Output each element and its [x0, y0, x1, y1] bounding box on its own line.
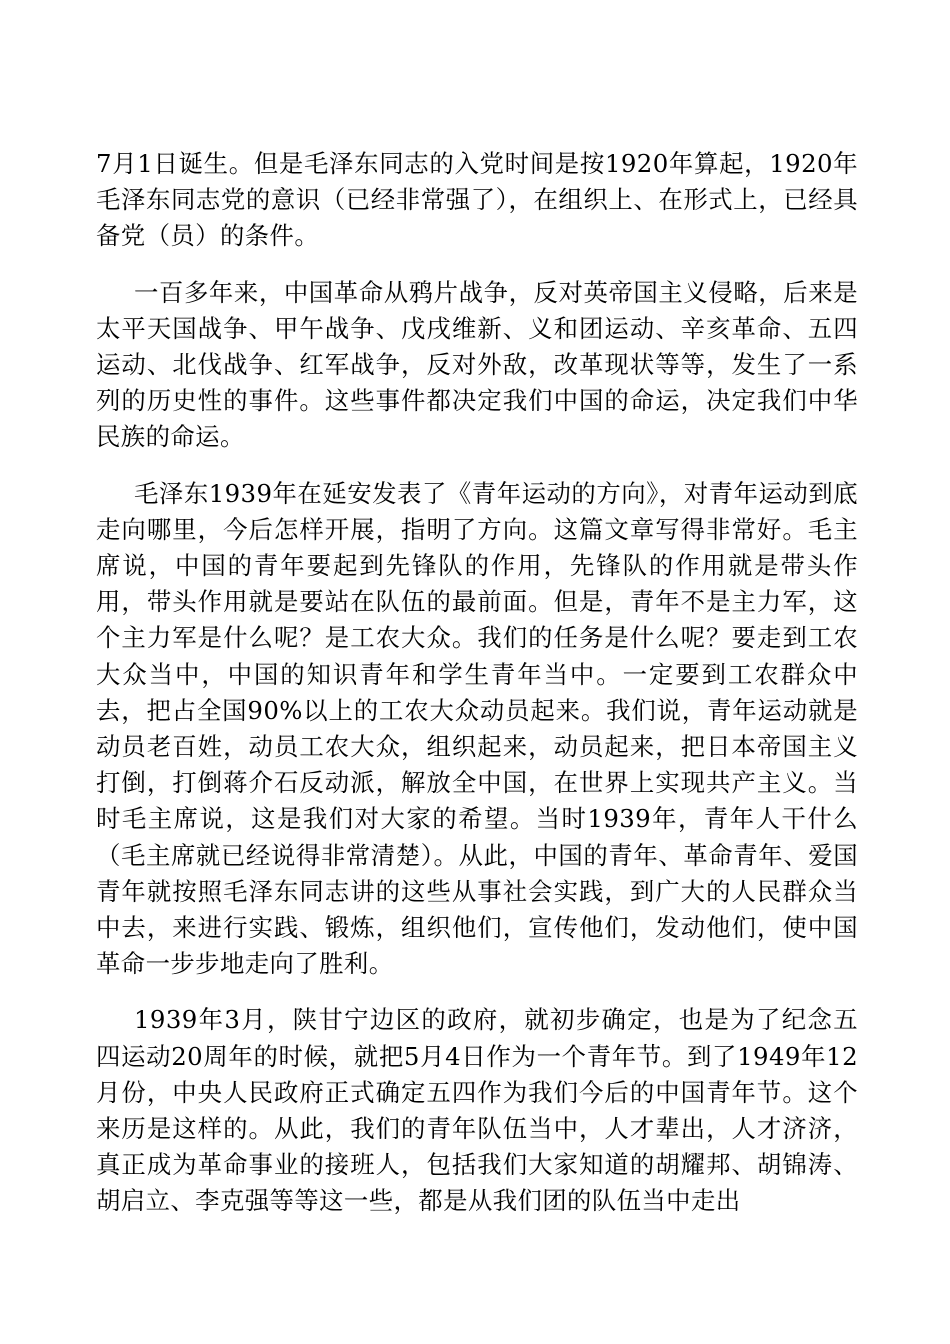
document-body	[96, 146, 858, 1240]
paragraph-1: 7月1日诞生。但是毛泽东同志的入党时间是按1920年算起，1920年毛泽东同志党的意识（已经非常强了），在组织上、在形式上，已经具备党（员）的条件。	[96, 149, 858, 251]
paragraph-3: 毛泽东1939年在延安发表了《青年运动的方向》，对青年运动到底走向哪里，今后怎样开展，指明了方向。这篇文章写得非常好。毛主席说，中国的青年要起到先锋队的作用，先锋队的作用就是带头作用，带头作用就是要站在队伍的最前面。但是，青年不是主力军，这个主力军是什么呢？是工农大众。我们的任务是什么呢？要走到工农大众当中，中国的知识青年和学生青年当中。一定要到工农群众中去，把占全国90%以上的工农大众动员起来。我们说，青年运动就是动员老百姓，动员工农大众，组织起来，动员起来，把日本帝国主义打倒，打倒蒋介石反动派，解放全中国，在世界上实现共产主义。当时毛主席说，这是我们对大家的希望。当时1939年，青年人干什么（毛主席就已经说得非常清楚）。从此，中国的青年、革命青年、爱国青年就按照毛泽东同志讲的这些从事社会实践，到广大的人民群众当中去，来进行实践、锻炼，组织他们，宣传他们，发动他们，使中国革命一步步地走向了胜利。	[96, 478, 858, 979]
paragraph-2: 一百多年来，中国革命从鸦片战争，反对英帝国主义侵略，后来是太平天国战争、甲午战争、戊戌维新、义和团运动、辛亥革命、五四运动、北伐战争、红军战争，反对外敌，改革现状等等，发生了一系列的历史性的事件。这些事件都决定我们中国的命运，决定我们中华民族的命运。	[96, 277, 858, 452]
paragraph-4: 1939年3月，陕甘宁边区的政府，就初步确定，也是为了纪念五四运动20周年的时候，就把5月4日作为一个青年节。到了1949年12月份，中央人民政府正式确定五四作为我们今后的中国青年节。这个来历是这样的。从此，我们的青年队伍当中，人才辈出，人才济济，真正成为革命事业的接班人，包括我们大家知道的胡耀邦、胡锦涛、胡启立、李克强等等这一些，都是从我们团的队伍当中走出	[96, 1005, 858, 1216]
